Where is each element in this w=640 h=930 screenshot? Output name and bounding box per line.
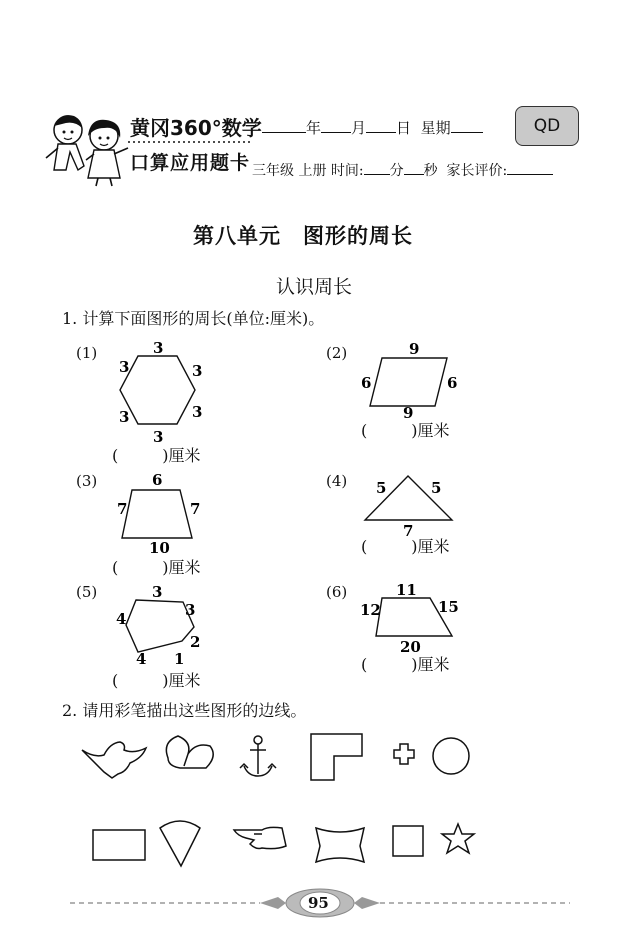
side-label: 20 xyxy=(400,638,421,656)
side-label: 3 xyxy=(185,601,196,619)
brand-subtitle: 口算应用题卡 xyxy=(130,152,251,174)
answer-unit: 厘米 xyxy=(168,558,201,577)
side-label: 3 xyxy=(192,403,203,421)
side-label: 9 xyxy=(409,340,420,358)
pointing-hand-icon[interactable] xyxy=(234,827,286,848)
question-2-text: 2. 请用彩笔描出这些图形的边线。 xyxy=(62,701,307,720)
section-title: 认识周长 xyxy=(276,276,353,298)
side-label: 3 xyxy=(153,339,164,357)
parallelogram-figure xyxy=(355,338,465,420)
answer-blank-4[interactable]: ( )厘米 xyxy=(361,537,450,556)
answer-unit: 厘米 xyxy=(417,655,450,674)
cross-icon[interactable] xyxy=(394,744,414,764)
side-label: 5 xyxy=(376,479,387,497)
info-fields xyxy=(252,158,553,180)
side-label: 3 xyxy=(119,358,130,376)
brand-title: 黄冈360°数学 xyxy=(130,116,262,140)
pentagon-figure xyxy=(112,580,208,668)
answer-blank-2[interactable]: ( )厘米 xyxy=(361,421,450,440)
item-4-label: (4) xyxy=(326,472,348,490)
star-icon[interactable] xyxy=(442,824,474,853)
side-label: 7 xyxy=(117,500,128,518)
answer-unit: 厘米 xyxy=(168,446,201,465)
unit-title: 第八单元 图形的周长 xyxy=(193,224,413,248)
side-label: 11 xyxy=(396,581,417,599)
trace-shapes-area xyxy=(0,728,640,868)
weekday-blank[interactable] xyxy=(451,116,483,133)
day-blank[interactable] xyxy=(366,116,396,133)
parent-eval-blank[interactable] xyxy=(507,158,553,175)
answer-blank-5[interactable]: ( )厘米 xyxy=(112,671,201,690)
brand-dotted-divider xyxy=(128,140,252,144)
seconds-label: 秒 xyxy=(423,163,438,179)
time-label: 时间: xyxy=(330,163,364,179)
item-5-label: (5) xyxy=(76,583,98,601)
item-2-label: (2) xyxy=(326,344,348,362)
square-icon[interactable] xyxy=(393,826,423,856)
answer-blank-6[interactable]: ( )厘米 xyxy=(361,655,450,674)
day-label: 日 xyxy=(396,119,412,137)
fan-icon[interactable] xyxy=(160,821,200,866)
minutes-blank[interactable] xyxy=(364,158,390,175)
answer-blank-3[interactable]: ( )厘米 xyxy=(112,558,201,577)
trapezoid-figure xyxy=(110,470,210,556)
year-blank[interactable] xyxy=(262,116,306,133)
item-3-label: (3) xyxy=(76,472,98,490)
side-label: 3 xyxy=(192,362,203,380)
triangle-figure xyxy=(355,468,465,540)
side-label: 15 xyxy=(438,598,459,616)
side-label: 2 xyxy=(190,633,201,651)
side-label: 3 xyxy=(152,583,163,601)
side-label: 10 xyxy=(149,539,170,556)
parent-eval-label: 家长评价: xyxy=(446,163,508,179)
leaves-icon[interactable] xyxy=(166,736,213,768)
side-label: 6 xyxy=(361,374,372,392)
side-label: 3 xyxy=(119,408,130,426)
curved-banner-icon[interactable] xyxy=(316,828,364,862)
side-label: 6 xyxy=(447,374,458,392)
rectangle-icon[interactable] xyxy=(93,830,145,860)
kids-mascot-illustration xyxy=(40,108,132,188)
side-label: 4 xyxy=(136,650,147,668)
edition-badge: QD xyxy=(515,106,579,146)
month-label: 月 xyxy=(351,119,367,137)
item-1-label: (1) xyxy=(76,344,98,362)
weekday-label: 星期 xyxy=(420,119,451,137)
grade-label: 三年级 上册 xyxy=(252,163,327,179)
side-label: 1 xyxy=(174,650,185,668)
year-label: 年 xyxy=(306,119,322,137)
side-label: 7 xyxy=(190,500,201,518)
month-blank[interactable] xyxy=(321,116,351,133)
anchor-icon[interactable] xyxy=(240,736,276,776)
answer-unit: 厘米 xyxy=(168,671,201,690)
circle-icon[interactable] xyxy=(433,738,469,774)
side-label: 9 xyxy=(403,404,414,420)
minutes-label: 分 xyxy=(389,163,404,179)
answer-unit: 厘米 xyxy=(417,421,450,440)
side-label: 4 xyxy=(116,610,127,628)
question-1-text: 1. 计算下面图形的周长(单位:厘米)。 xyxy=(62,309,325,328)
answer-blank-1[interactable]: ( )厘米 xyxy=(112,446,201,465)
side-label: 12 xyxy=(360,601,381,619)
l-shape-icon[interactable] xyxy=(311,734,362,780)
bird-icon[interactable] xyxy=(82,742,146,778)
side-label: 5 xyxy=(431,479,442,497)
side-label: 6 xyxy=(152,471,163,489)
side-label: 7 xyxy=(403,522,414,540)
page-number: 95 xyxy=(308,894,329,912)
answer-unit: 厘米 xyxy=(417,537,450,556)
date-fields xyxy=(262,116,483,138)
hexagon-figure xyxy=(100,336,215,446)
right-trapezoid-figure xyxy=(358,578,462,658)
seconds-blank[interactable] xyxy=(404,158,424,175)
item-6-label: (6) xyxy=(326,583,348,601)
side-label: 3 xyxy=(153,428,164,446)
